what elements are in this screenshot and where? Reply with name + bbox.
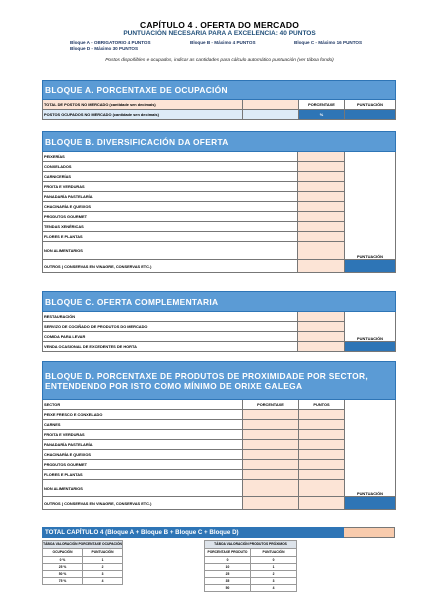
page-title: CAPÍTULO 4 . OFERTA DO MERCADO xyxy=(140,20,299,30)
ocupacion-value: 50 % xyxy=(43,571,83,578)
total-label: TOTAL CAPÍTULO 4 (Bloque A + Bloque B + Bloque C + Bloque D) xyxy=(43,528,344,538)
bloque-b-input[interactable] xyxy=(298,222,345,232)
bloque-d-porcentaxe-input[interactable] xyxy=(243,480,299,497)
bloque-d-puntos xyxy=(299,470,345,480)
puntuacion-header: PUNTUACIÓN xyxy=(345,100,396,110)
bloque-b-row-label: FLORES E PLANTAS xyxy=(43,232,298,242)
bloque-d-porcentaxe-input[interactable] xyxy=(243,440,299,450)
bloque-d-title: BLOQUE D. PORCENTAXE DE PRODUTOS DE PROXIMIDADE POR SECTOR, ENTENDENDO POR ISTO COMO MÍNIMO DE ORIXE GALEGA xyxy=(43,362,396,400)
porcentaxe-value: 50 xyxy=(205,585,251,592)
bloque-a-score xyxy=(345,110,396,120)
puntuacion-value: 3 xyxy=(251,578,297,585)
porcentaxe-value: % xyxy=(299,110,345,120)
puntuacion-value: 2 xyxy=(251,571,297,578)
bloque-c-puntuacion-label: PUNTUACIÓN xyxy=(345,312,396,342)
bloque-d-porcentaxe-input[interactable] xyxy=(243,470,299,480)
bloque-a-row-label: POSTOS OCUPADOS NO MERCADO (cantidade sen decimais) xyxy=(43,110,243,120)
bloque-d-porcentaxe-input[interactable] xyxy=(243,450,299,460)
bloque-d-row-label: PRODUTOS GOURMET xyxy=(43,460,243,470)
porcentaxe-value: 0 xyxy=(205,557,251,564)
bloque-d-puntuacion-label: PUNTUACIÓN xyxy=(345,400,396,497)
valoracion-proximos-title: TÁBOA VALORACIÓN PRODUTOS PRÓXIMOS xyxy=(205,541,297,549)
bloque-d-puntos xyxy=(299,440,345,450)
bloque-c-input[interactable] xyxy=(298,322,345,332)
bloque-b-row-label: CONXELADOS xyxy=(43,162,298,172)
bloque-d-porcentaxe-input[interactable] xyxy=(243,497,299,510)
puntuacion-value: 3 xyxy=(83,571,123,578)
puntuacion-value: 1 xyxy=(251,564,297,571)
postos-ocupados-input[interactable] xyxy=(243,110,299,120)
bloque-d-row-label: FROITA E VERDURAS xyxy=(43,430,243,440)
bloque-c-row-label: COMIDA PARA LEVAR xyxy=(43,332,298,342)
instructions-note: Postos dispoñibles e ocupados, indicar as cantidades para cálculo automático puntuación (ver táboa fondo) xyxy=(105,58,334,63)
bloque-a-row-label: TOTAL DE POSTOS NO MERCADO (cantidade sen decimais) xyxy=(43,100,243,110)
bloque-b-input[interactable] xyxy=(298,182,345,192)
bloque-b-input[interactable] xyxy=(298,202,345,212)
ocupacion-value: 0 % xyxy=(43,557,83,564)
bloque-b-title: BLOQUE B. DIVERSIFICACIÓN DA OFERTA xyxy=(43,132,396,152)
sector-header: SECTOR xyxy=(43,400,243,410)
bloque-b-input[interactable] xyxy=(298,162,345,172)
bloque-b-input[interactable] xyxy=(298,242,345,260)
bloque-b-input[interactable] xyxy=(298,260,345,273)
ocupacion-value: 75 % xyxy=(43,578,83,585)
bloque-b-score xyxy=(345,260,396,273)
bloque-b-row-label: FROITA E VERDURAS xyxy=(43,182,298,192)
bloque-d-row-label: OUTROS ( CONSERVAS EN VINAGRE, CONSERVAS ETC.) xyxy=(43,497,243,510)
bloque-c-input[interactable] xyxy=(298,312,345,322)
bloque-b-input[interactable] xyxy=(298,212,345,222)
bloque-d-puntos xyxy=(299,480,345,497)
porcentaxe-produto-col: PORCENTAXE PRODUTO xyxy=(205,549,251,557)
bloque-d-points: Bloque D - Máximo 30 PUNTOS xyxy=(70,46,139,51)
bloque-b-row-label: PRODUTOS GOURMET xyxy=(43,212,298,222)
valoracion-ocupacion-table xyxy=(42,540,123,585)
bloque-c-title: BLOQUE C. OFERTA COMPLEMENTARIA xyxy=(43,292,396,312)
bloque-d-puntos xyxy=(299,420,345,430)
bloque-b-points: Bloque B - Máximo 4 PUNTOS xyxy=(190,40,256,45)
bloque-b-input[interactable] xyxy=(298,232,345,242)
bloque-d-row-label: PANADARÍA PASTELARÍA xyxy=(43,440,243,450)
bloque-d-puntos xyxy=(299,430,345,440)
bloque-b-input[interactable] xyxy=(298,192,345,202)
valoracion-ocupacion-title: TÁBOA VALORACIÓN PORCENTAXE OCUPACIÓN xyxy=(43,541,123,549)
puntuacion-value: 4 xyxy=(251,585,297,592)
bloque-b-row-label: OUTROS ( CONSERVAS EN VINAGRE, CONSERVAS ETC.) xyxy=(43,260,298,273)
bloque-d-porcentaxe-input[interactable] xyxy=(243,420,299,430)
porcentaxe-value: 35 xyxy=(205,578,251,585)
bloque-c-row-label: RESTAURACIÓN xyxy=(43,312,298,322)
porcentaxe-value: 25 xyxy=(205,571,251,578)
bloque-b-row-label: CARNICERÍAS xyxy=(43,172,298,182)
porcentaxe-header: PORCENTAXE xyxy=(299,100,345,110)
total-postos-input[interactable] xyxy=(243,100,299,110)
bloque-a-points: Bloque A - OBRIGATORIO 4 PUNTOS xyxy=(70,40,151,45)
bloque-b-puntuacion-label: PUNTUACIÓN xyxy=(345,152,396,260)
total-table xyxy=(42,527,395,538)
bloque-b-table xyxy=(42,131,396,273)
bloque-d-porcentaxe-input[interactable] xyxy=(243,430,299,440)
bloque-d-porcentaxe-input[interactable] xyxy=(243,460,299,470)
bloque-d-score xyxy=(345,497,396,510)
bloque-c-input[interactable] xyxy=(298,332,345,342)
bloque-c-row-label: VENDA OCASIONAL DE EXCEDENTES DE HORTA xyxy=(43,342,298,352)
bloque-a-table xyxy=(42,80,396,120)
bloque-d-row-label: CARNES xyxy=(43,420,243,430)
bloque-c-table xyxy=(42,291,396,352)
bloque-d-puntos xyxy=(299,450,345,460)
puntuacion-value: 2 xyxy=(83,564,123,571)
bloque-b-row-label: PEIXERÍAS xyxy=(43,152,298,162)
puntuacion-value: 4 xyxy=(83,578,123,585)
bloque-b-row-label: NON ALIMENTARIOS xyxy=(43,242,298,260)
bloque-b-row-label: TENDAS XENÉRICAS xyxy=(43,222,298,232)
bloque-d-row-label: FLORES E PLANTAS xyxy=(43,470,243,480)
porcentaxe-value: 10 xyxy=(205,564,251,571)
bloque-d-puntos xyxy=(299,497,345,510)
puntuacion-value: 1 xyxy=(83,557,123,564)
valoracion-proximos-table xyxy=(204,540,297,592)
bloque-b-row-label: PANADARÍA PASTELARÍA xyxy=(43,192,298,202)
puntuacion-col: PUNTUACIÓN xyxy=(251,549,297,557)
bloque-d-porcentaxe-input[interactable] xyxy=(243,410,299,420)
bloque-b-row-label: CHACINARÍA E QUEIXOS xyxy=(43,202,298,212)
bloque-d-row-label: NON ALIMENTARIOS xyxy=(43,480,243,497)
bloque-c-score xyxy=(345,342,396,352)
bloque-d-row-label: CHACINARÍA E QUEIXOS xyxy=(43,450,243,460)
total-value xyxy=(344,528,395,538)
puntos-header: PUNTOS xyxy=(299,400,345,410)
bloque-d-puntos xyxy=(299,410,345,420)
bloque-a-title: BLOQUE A. PORCENTAXE DE OCUPACIÓN xyxy=(43,81,396,100)
bloque-d-table xyxy=(42,361,396,510)
bloque-b-input[interactable] xyxy=(298,152,345,162)
bloque-d-row-label: PEIXE FRESCO E CONXELADO xyxy=(43,410,243,420)
bloque-c-row-label: SERVIZO DE COCIÑADO DE PRODUTOS DO MERCADO xyxy=(43,322,298,332)
porcentaxe-header: PORCENTAXE xyxy=(243,400,299,410)
bloque-c-input[interactable] xyxy=(298,342,345,352)
bloque-b-input[interactable] xyxy=(298,172,345,182)
puntuacion-value: 0 xyxy=(251,557,297,564)
ocupacion-value: 25 % xyxy=(43,564,83,571)
ocupacion-col: OCUPACIÓN xyxy=(43,549,83,557)
required-points: PUNTUACIÓN NECESARIA PARA A EXCELENCIA: 40 PUNTOS xyxy=(123,30,316,37)
puntuacion-col: PUNTUACIÓN xyxy=(83,549,123,557)
bloque-d-puntos xyxy=(299,460,345,470)
bloque-c-points: Bloque C - Máximo 16 PUNTOS xyxy=(294,40,363,45)
